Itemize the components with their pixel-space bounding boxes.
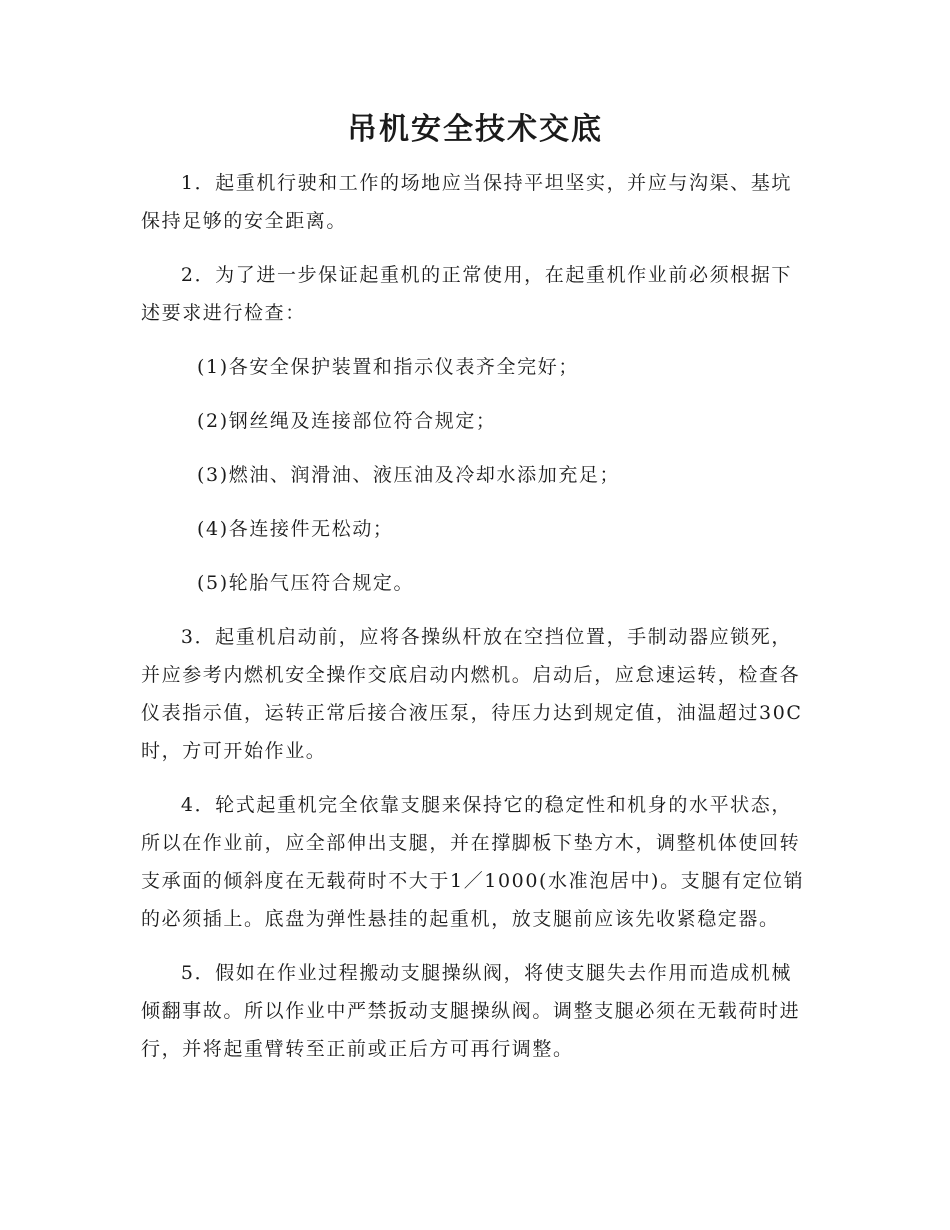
- checklist-item-5: (5)轮胎气压符合规定。: [197, 572, 415, 594]
- document-title: 吊机安全技术交底: [347, 112, 603, 147]
- checklist-item-3: (3)燃油、润滑油、液压油及冷却水添加充足；: [197, 464, 621, 486]
- paragraph-1: 1．起重机行驶和工作的场地应当保持平坦坚实，并应与沟渠、基坑保持足够的安全距离。: [141, 172, 792, 232]
- paragraph-4: 4．轮式起重机完全依靠支腿来保持它的稳定性和机身的水平状态，所以在作业前，应全部伸出支腿，并在撑脚板下垫方木，调整机体使回转支承面的倾斜度在无载荷时不大于1／1000(水准泡居中)。支腿有定位销的必须插上。底盘为弹性悬挂的起重机，放支腿前应该先收紧稳定器。: [141, 794, 805, 930]
- paragraph-2: 2．为了进一步保证起重机的正常使用，在起重机作业前必须根据下述要求进行检查：: [141, 264, 792, 324]
- checklist-item-4: (4)各连接件无松动；: [197, 518, 394, 540]
- checklist-item-2: (2)钢丝绳及连接部位符合规定；: [197, 410, 497, 432]
- paragraph-3: 3．起重机启动前，应将各操纵杆放在空挡位置，手制动器应锁死，并应参考内燃机安全操作交底启动内燃机。启动后，应怠速运转，检查各仪表指示值，运转正常后接合液压泵，待压力达到规定值，油温超过30C时，方可开始作业。: [141, 626, 803, 762]
- paragraph-5: 5．假如在作业过程搬动支腿操纵阀，将使支腿失去作用而造成机械倾翻事故。所以作业中严禁扳动支腿操纵阀。调整支腿必须在无载荷时进行，并将起重臂转至正前或正后方可再行调整。: [141, 962, 801, 1060]
- checklist-item-1: (1)各安全保护装置和指示仪表齐全完好；: [197, 356, 579, 378]
- document-body: [141, 164, 811, 1084]
